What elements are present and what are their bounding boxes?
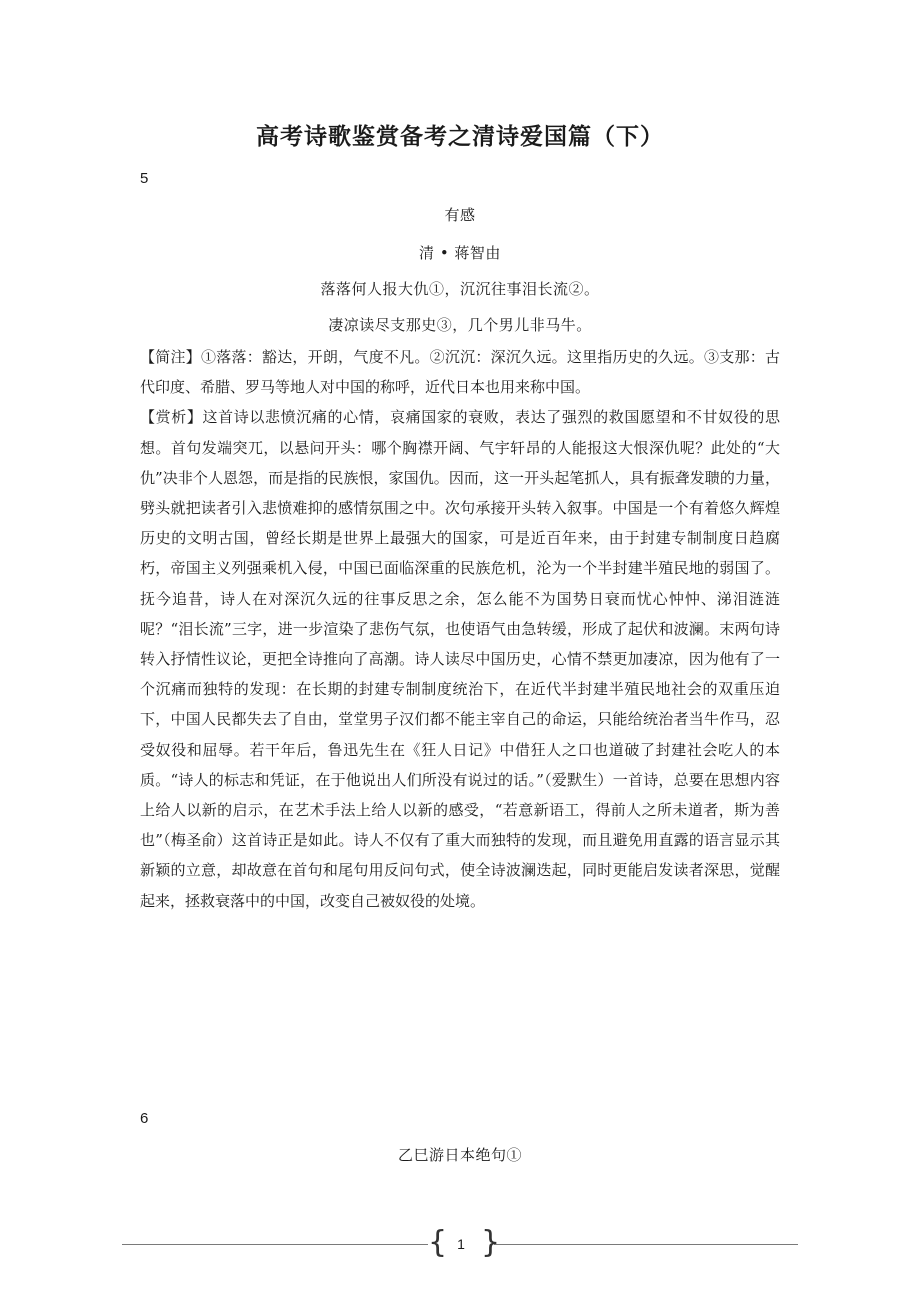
commentary-block — [140, 342, 780, 916]
poem-title: 有感 — [444, 206, 476, 224]
page-number: 1 — [457, 1236, 465, 1252]
poem-author: 清 • 蒋智由 — [419, 244, 501, 262]
notes-paragraph: 【简注】①落落：豁达，开朗，气度不凡。②沉沉：深沉久远。这里指历史的久远。③支那：古代印度、希腊、罗马等地人对中国的称呼，近代日本也用来称中国。 — [140, 348, 780, 397]
next-poem-title: 乙巳游日本绝句① — [397, 1146, 522, 1164]
right-brace-icon: } — [481, 1225, 501, 1260]
section-number-6: 6 — [140, 1110, 149, 1127]
analysis-paragraph: 【赏析】这首诗以悲愤沉痛的心情，哀痛国家的衰败，表达了强烈的救国愿望和不甘奴役的思想。首句发端突兀，以悬问开头：哪个胸襟开阔、气宇轩昂的人能报这大恨深仇呢？此处的“大仇”决非个人恩怨，而是指的民族恨，家国仇。因而，这一开头起笔抓人，具有振聋发聩的力量，劈头就把读者引入悲愤难抑的感情氛围之中。次句承接开头转入叙事。中国是一个有着悠久辉煌历史的文明古国，曾经长期是世界上最强大的国家，可是近百年来，由于封建专制制度日趋腐朽，帝国主义列强乘机入侵，中国已面临深重的民族危机，沦为一个半封建半殖民地的弱国了。抚今追昔，诗人在对深沉久远的往事反思之余，怎么能不为国势日衰而忧心忡忡、涕泪涟涟呢？“泪长流”三字，进一步渲染了悲伤气氛，也使语气由急转缓，形成了起伏和波澜。末两句诗转入抒情性议论，更把全诗推向了高潮。诗人读尽中国历史，心情不禁更加凄凉，因为他有了一个沉痛而独特的发现：在长期的封建专制制度统治下，在近代半封建半殖民地社会的双重压迫下，中国人民都失去了自由，堂堂男子汉们都不能主宰自己的命运，只能给统治者当牛作马，忍受奴役和屈辱。若干年后，鲁迅先生在《狂人日记》中借狂人之口也道破了封建社会吃人的本质。“诗人的标志和凭证，在于他说出人们所没有说过的话。”（爱默生）一首诗，总要在思想内容上给人以新的启示，在艺术手法上给人以新的感受，“若意新语工，得前人之所未道者，斯为善也”（梅圣俞）这首诗正是如此。诗人不仅有了重大而独特的发现，而且避免用直露的语言显示其新颖的立意，却故意在首句和尾句用反问句式，使全诗波澜迭起，同时更能启发读者深思，觉醒起来，拯救衰落中的中国，改变自己被奴役的处境。 — [140, 408, 780, 910]
left-brace-icon: { — [428, 1225, 448, 1260]
footer-rule-left — [122, 1244, 428, 1245]
poem-line-2: 凄凉读尽支那史③，几个男儿非马牛。 — [328, 316, 592, 334]
section-number-5: 5 — [140, 170, 149, 187]
page-title: 高考诗歌鉴赏备考之清诗爱国篇（下） — [256, 124, 664, 150]
footer-rule-right — [494, 1244, 798, 1245]
poem-line-1: 落落何人报大仇①，沉沉往事泪长流②。 — [320, 280, 600, 298]
